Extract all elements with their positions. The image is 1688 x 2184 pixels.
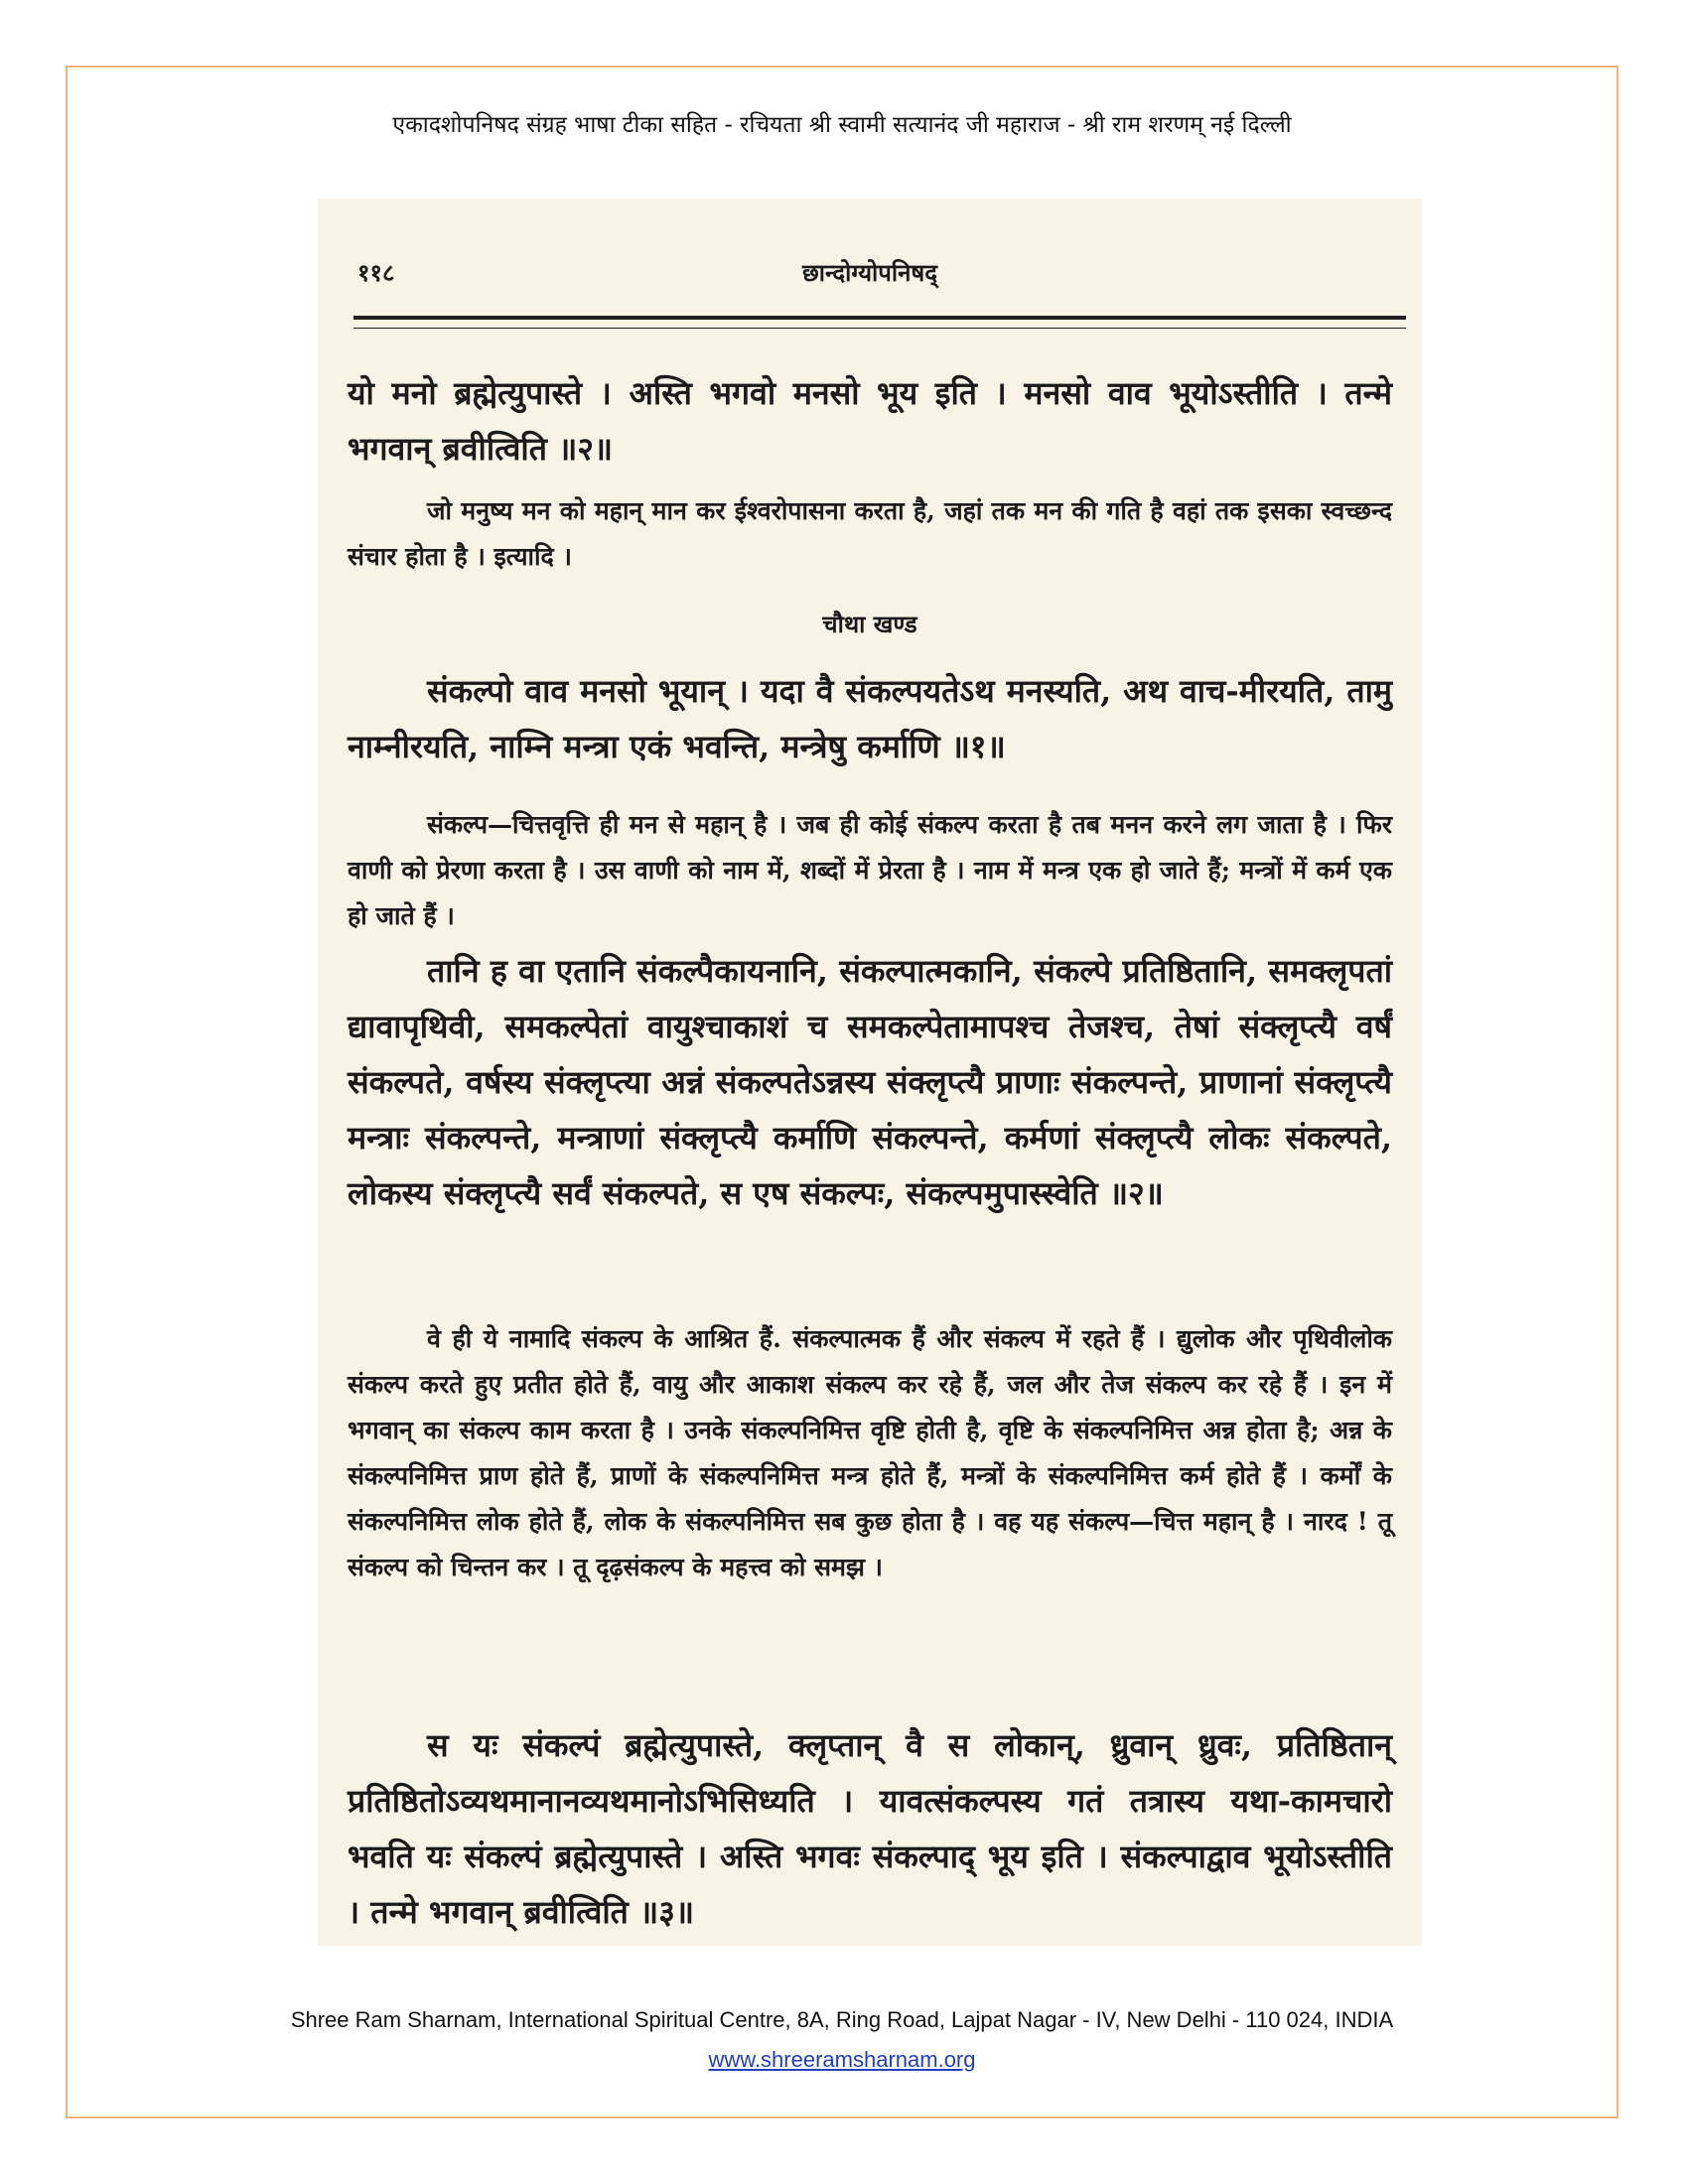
commentary-paragraph: संकल्प—चित्तवृत्ति ही मन से महान् है । जब ही कोई संकल्प करता है तब मनन करने लग जाता है । फिर वाणी को प्रेरणा करता है । उस वाणी को नाम में, शब्दों में प्रेरता है । नाम में मन्त्र एक हो जाते हैं; मन्त्रों में कर्म एक हो जाते हैं । (348, 810, 1392, 930)
header-rule-thin (353, 328, 1406, 329)
document-header: एकादशोपनिषद संग्रह भाषा टीका सहित - रचियता श्री स्वामी सत्यानंद जी महाराज - श्री राम शरणम् नई दिल्ली (392, 112, 1292, 138)
scanned-page (318, 199, 1422, 1946)
mantra-verse: संकल्पो वाव मनसो भूयान् । यदा वै संकल्पयतेऽथ मनस्यति, अथ वाच-मीरयति, तामु नाम्नीरयति, नाम्नि मन्त्रा एकं भवन्ति, मन्त्रेषु कर्माणि ॥१॥ (348, 672, 1392, 765)
footer-address: Shree Ram Sharnam, International Spiritual Centre, 8A, Ring Road, Lajpat Nagar - IV, New Delhi - 110 024, INDIA (290, 2007, 1394, 2032)
footer-website (66, 2047, 1618, 2073)
commentary-paragraph: जो मनुष्य मन को महान् मान कर ईश्वरोपासना करता है, जहां तक मन की गति है वहां तक इसका स्वच्छन्द संचार होता है । इत्यादि । (348, 496, 1392, 571)
mantra-verse: यो मनो ब्रह्मेत्युपास्ते । अस्ति भगवो मनसो भूय इति । मनसो वाव भूयोऽस्तीति । तन्मे भगवान् ब्रवीत्विति ॥२॥ (348, 374, 1392, 468)
commentary-paragraph: वे ही ये नामादि संकल्प के आश्रित हैं. संकल्पात्मक हैं और संकल्प में रहते हैं । द्युलोक और पृथिवीलोक संकल्प करते हुए प्रतीत होते हैं, वायु और आकाश संकल्प कर रहे हैं, जल और तेज संकल्प कर रहे हैं । इन में भगवान् का संकल्प काम करता है । उनके संकल्पनिमित्त वृष्टि होती है, वृष्टि के संकल्पनिमित्त अन्न होता है; अन्न के संकल्पनिमित्त प्राण होते हैं, प्राणों के संकल्पनिमित्त मन्त्र होते हैं, मन्त्रों के संकल्पनिमित्त कर्म होते हैं । कर्मों के संकल्पनिमित्त लोक होते हैं, लोक के संकल्पनिमित्त सब कुछ होता है । वह यह संकल्प—चित्त महान् है । नारद ! तू संकल्प को चिन्तन कर । तू दृढ़संकल्प के महत्त्व को समझ । (348, 1324, 1392, 1581)
running-header (357, 256, 1382, 296)
running-title: छान्दोग्योपनिषद् (801, 258, 938, 287)
website-link[interactable]: www.shreeramsharnam.org (708, 2047, 976, 2072)
section-heading: चौथा खण्ड (822, 610, 917, 638)
mantra-verse: तानि ह वा एतानि संकल्पैकायनानि, संकल्पात्मकानि, संकल्पे प्रतिष्ठितानि, समक्लृपतां द्यावापृथिवी, समकल्पेतां वायुश्चाकाशं च समकल्पेतामापश्च तेजश्च, तेषां संक्लृप्त्यै वर्षं संकल्पते, वर्षस्य संक्लृप्त्या अन्नं संकल्पतेऽन्नस्य संक्लृप्त्यै प्राणाः संकल्पन्ते, प्राणानां संक्लृप्त्यै मन्त्राः संकल्पन्ते, मन्त्राणां संक्लृप्त्यै कर्माणि संकल्पन्ते, कर्मणां संक्लृप्त्यै लोकः संकल्पते, लोकस्य संक्लृप्त्यै सर्वं संकल्पते, स एष संकल्पः, संकल्पमुपास्स्वेति ॥२॥ (348, 952, 1392, 1212)
header-rule-thick (353, 316, 1406, 320)
mantra-verse: स यः संकल्पं ब्रह्मेत्युपास्ते, क्लृप्तान् वै स लोकान्, ध्रुवान् ध्रुवः, प्रतिष्ठितान् प्रतिष्ठितोऽव्यथमानानव्यथमानोऽभिसिध्यति । यावत्संकल्पस्य गतं तत्रास्य यथा-कामचारो भवति यः संकल्पं ब्रह्मेत्युपास्ते । अस्ति भगवः संकल्पाद् भूय इति । संकल्पाद्वाव भूयोऽस्तीति । तन्मे भगवान् ब्रवीत्विति ॥३॥ (348, 1726, 1392, 1931)
page-number: ११८ (357, 258, 395, 287)
